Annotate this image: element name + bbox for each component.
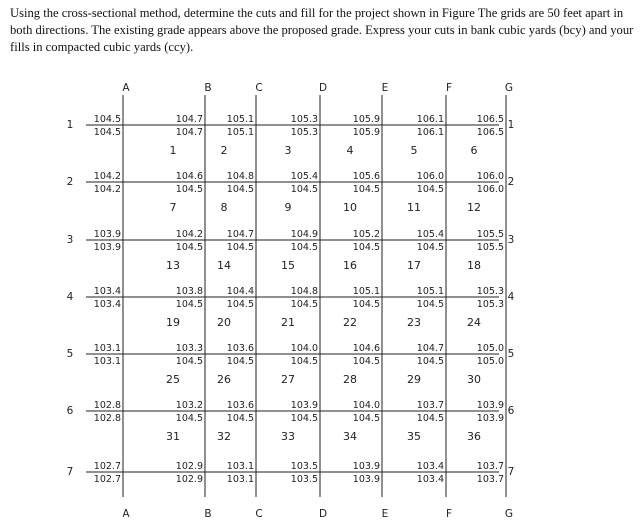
existing-elevation: 106.5 bbox=[476, 114, 504, 125]
existing-elevation: 105.1 bbox=[416, 286, 444, 297]
proposed-elevation: 104.5 bbox=[352, 184, 380, 195]
proposed-elevation: 102.8 bbox=[93, 413, 121, 424]
proposed-elevation: 103.5 bbox=[290, 474, 318, 485]
proposed-elevation: 103.9 bbox=[476, 413, 504, 424]
cell-number: 15 bbox=[281, 259, 295, 272]
existing-elevation: 103.3 bbox=[175, 343, 203, 354]
proposed-elevation: 104.5 bbox=[175, 413, 203, 424]
existing-elevation: 103.7 bbox=[476, 461, 504, 472]
existing-elevation: 105.4 bbox=[416, 229, 444, 240]
existing-elevation: 105.6 bbox=[352, 171, 380, 182]
proposed-elevation: 104.5 bbox=[416, 184, 444, 195]
row-label-right-2: 2 bbox=[507, 176, 515, 188]
existing-elevation: 104.0 bbox=[290, 343, 318, 354]
column-label-top-G: G bbox=[504, 82, 514, 94]
row-label-left-3: 3 bbox=[66, 234, 74, 246]
cell-number: 23 bbox=[407, 316, 421, 329]
cell-number: 31 bbox=[166, 430, 180, 443]
cell-number: 11 bbox=[407, 201, 421, 214]
existing-elevation: 105.1 bbox=[352, 286, 380, 297]
column-label-bottom-G: G bbox=[504, 508, 514, 520]
cell-number: 8 bbox=[220, 201, 228, 214]
cell-number: 25 bbox=[166, 373, 180, 386]
existing-elevation: 104.5 bbox=[93, 114, 121, 125]
proposed-elevation: 104.5 bbox=[352, 242, 380, 253]
column-label-bottom-C: C bbox=[255, 508, 263, 520]
proposed-elevation: 106.1 bbox=[416, 127, 444, 138]
cell-number: 7 bbox=[169, 201, 177, 214]
proposed-elevation: 104.5 bbox=[175, 356, 203, 367]
proposed-elevation: 104.5 bbox=[290, 413, 318, 424]
proposed-elevation: 104.5 bbox=[416, 299, 444, 310]
proposed-elevation: 104.5 bbox=[416, 242, 444, 253]
existing-elevation: 103.1 bbox=[93, 343, 121, 354]
row-label-right-3: 3 bbox=[507, 234, 515, 246]
proposed-elevation: 104.5 bbox=[290, 356, 318, 367]
proposed-elevation: 104.5 bbox=[226, 413, 254, 424]
row-label-right-5: 5 bbox=[507, 348, 515, 360]
existing-elevation: 102.9 bbox=[175, 461, 203, 472]
proposed-elevation: 105.3 bbox=[476, 299, 504, 310]
row-label-left-1: 1 bbox=[66, 119, 74, 131]
column-label-top-F: F bbox=[445, 82, 453, 94]
proposed-elevation: 105.9 bbox=[352, 127, 380, 138]
existing-elevation: 105.3 bbox=[476, 286, 504, 297]
cell-number: 2 bbox=[220, 144, 228, 157]
proposed-elevation: 103.1 bbox=[226, 474, 254, 485]
existing-elevation: 106.1 bbox=[416, 114, 444, 125]
row-label-left-5: 5 bbox=[66, 348, 74, 360]
row-label-right-6: 6 bbox=[507, 405, 515, 417]
existing-elevation: 104.6 bbox=[352, 343, 380, 354]
existing-elevation: 105.2 bbox=[352, 229, 380, 240]
cell-number: 16 bbox=[343, 259, 357, 272]
cell-number: 35 bbox=[407, 430, 421, 443]
existing-elevation: 103.6 bbox=[226, 343, 254, 354]
cell-number: 32 bbox=[217, 430, 231, 443]
existing-elevation: 104.7 bbox=[226, 229, 254, 240]
existing-elevation: 104.2 bbox=[93, 171, 121, 182]
cell-number: 24 bbox=[467, 316, 481, 329]
cell-number: 30 bbox=[467, 373, 481, 386]
cell-number: 6 bbox=[470, 144, 478, 157]
cell-number: 4 bbox=[346, 144, 354, 157]
proposed-elevation: 103.9 bbox=[93, 242, 121, 253]
existing-elevation: 104.4 bbox=[226, 286, 254, 297]
existing-elevation: 103.9 bbox=[352, 461, 380, 472]
existing-elevation: 103.6 bbox=[226, 400, 254, 411]
cell-number: 9 bbox=[284, 201, 292, 214]
row-label-left-7: 7 bbox=[66, 466, 74, 478]
existing-elevation: 106.0 bbox=[476, 171, 504, 182]
row-label-left-4: 4 bbox=[66, 291, 74, 303]
existing-elevation: 103.4 bbox=[416, 461, 444, 472]
proposed-elevation: 105.1 bbox=[226, 127, 254, 138]
row-label-left-6: 6 bbox=[66, 405, 74, 417]
column-label-bottom-B: B bbox=[204, 508, 212, 520]
existing-elevation: 103.4 bbox=[93, 286, 121, 297]
existing-elevation: 105.4 bbox=[290, 171, 318, 182]
existing-elevation: 103.5 bbox=[290, 461, 318, 472]
proposed-elevation: 102.9 bbox=[175, 474, 203, 485]
proposed-elevation: 104.5 bbox=[352, 413, 380, 424]
existing-elevation: 104.0 bbox=[352, 400, 380, 411]
cell-number: 10 bbox=[343, 201, 357, 214]
cell-number: 18 bbox=[467, 259, 481, 272]
existing-elevation: 105.9 bbox=[352, 114, 380, 125]
existing-elevation: 104.7 bbox=[175, 114, 203, 125]
proposed-elevation: 104.5 bbox=[416, 413, 444, 424]
row-label-right-4: 4 bbox=[507, 291, 515, 303]
column-label-top-D: D bbox=[318, 82, 328, 94]
proposed-elevation: 104.5 bbox=[290, 184, 318, 195]
cell-number: 1 bbox=[169, 144, 177, 157]
column-label-bottom-A: A bbox=[122, 508, 130, 520]
proposed-elevation: 103.4 bbox=[93, 299, 121, 310]
proposed-elevation: 104.5 bbox=[226, 299, 254, 310]
cell-number: 5 bbox=[410, 144, 418, 157]
column-label-bottom-E: E bbox=[381, 508, 389, 520]
cell-number: 21 bbox=[281, 316, 295, 329]
proposed-elevation: 104.5 bbox=[226, 242, 254, 253]
proposed-elevation: 104.5 bbox=[352, 356, 380, 367]
column-label-top-A: A bbox=[122, 82, 130, 94]
existing-elevation: 103.2 bbox=[175, 400, 203, 411]
cell-number: 36 bbox=[467, 430, 481, 443]
existing-elevation: 104.2 bbox=[175, 229, 203, 240]
proposed-elevation: 104.5 bbox=[416, 356, 444, 367]
existing-elevation: 103.9 bbox=[476, 400, 504, 411]
cell-number: 12 bbox=[467, 201, 481, 214]
column-label-top-B: B bbox=[204, 82, 212, 94]
existing-elevation: 105.3 bbox=[290, 114, 318, 125]
proposed-elevation: 106.5 bbox=[476, 127, 504, 138]
row-label-left-2: 2 bbox=[66, 176, 74, 188]
proposed-elevation: 102.7 bbox=[93, 474, 121, 485]
problem-statement: Using the cross-sectional method, determine the cuts and fill for the project shown in Figure The grids are 50 feet apart in both directions. The existing grade appears above the proposed grade. Express your cuts in bank cubic yards (bcy) and your fills in compacted cubic yards (ccy). bbox=[10, 6, 634, 54]
cell-number: 29 bbox=[407, 373, 421, 386]
column-label-bottom-D: D bbox=[318, 508, 328, 520]
cell-number: 13 bbox=[166, 259, 180, 272]
proposed-elevation: 104.5 bbox=[226, 184, 254, 195]
proposed-elevation: 106.0 bbox=[476, 184, 504, 195]
cell-number: 17 bbox=[407, 259, 421, 272]
cell-number: 26 bbox=[217, 373, 231, 386]
existing-elevation: 103.1 bbox=[226, 461, 254, 472]
proposed-elevation: 105.5 bbox=[476, 242, 504, 253]
cell-number: 3 bbox=[284, 144, 292, 157]
existing-elevation: 103.9 bbox=[290, 400, 318, 411]
proposed-elevation: 104.5 bbox=[175, 299, 203, 310]
proposed-elevation: 104.7 bbox=[175, 127, 203, 138]
existing-elevation: 104.8 bbox=[226, 171, 254, 182]
proposed-elevation: 103.4 bbox=[416, 474, 444, 485]
existing-elevation: 106.0 bbox=[416, 171, 444, 182]
proposed-elevation: 104.5 bbox=[175, 242, 203, 253]
existing-elevation: 104.6 bbox=[175, 171, 203, 182]
cell-number: 20 bbox=[217, 316, 231, 329]
proposed-elevation: 104.5 bbox=[290, 299, 318, 310]
cell-number: 27 bbox=[281, 373, 295, 386]
existing-elevation: 103.8 bbox=[175, 286, 203, 297]
proposed-elevation: 104.5 bbox=[290, 242, 318, 253]
existing-elevation: 105.5 bbox=[476, 229, 504, 240]
existing-elevation: 102.8 bbox=[93, 400, 121, 411]
existing-elevation: 105.0 bbox=[476, 343, 504, 354]
column-label-bottom-F: F bbox=[445, 508, 453, 520]
existing-elevation: 103.9 bbox=[93, 229, 121, 240]
existing-elevation: 104.9 bbox=[290, 229, 318, 240]
existing-elevation: 105.1 bbox=[226, 114, 254, 125]
row-label-right-1: 1 bbox=[507, 119, 515, 131]
proposed-elevation: 103.7 bbox=[476, 474, 504, 485]
row-label-right-7: 7 bbox=[507, 466, 515, 478]
proposed-elevation: 104.5 bbox=[226, 356, 254, 367]
cell-number: 14 bbox=[217, 259, 231, 272]
cell-number: 33 bbox=[281, 430, 295, 443]
existing-elevation: 103.7 bbox=[416, 400, 444, 411]
proposed-elevation: 105.0 bbox=[476, 356, 504, 367]
existing-elevation: 102.7 bbox=[93, 461, 121, 472]
proposed-elevation: 104.2 bbox=[93, 184, 121, 195]
column-label-top-E: E bbox=[381, 82, 389, 94]
proposed-elevation: 103.1 bbox=[93, 356, 121, 367]
cell-number: 34 bbox=[343, 430, 357, 443]
existing-elevation: 104.7 bbox=[416, 343, 444, 354]
proposed-elevation: 104.5 bbox=[93, 127, 121, 138]
proposed-elevation: 104.5 bbox=[352, 299, 380, 310]
proposed-elevation: 103.9 bbox=[352, 474, 380, 485]
proposed-elevation: 104.5 bbox=[175, 184, 203, 195]
cell-number: 28 bbox=[343, 373, 357, 386]
existing-elevation: 104.8 bbox=[290, 286, 318, 297]
cell-number: 22 bbox=[343, 316, 357, 329]
column-label-top-C: C bbox=[255, 82, 263, 94]
proposed-elevation: 105.3 bbox=[290, 127, 318, 138]
cell-number: 19 bbox=[166, 316, 180, 329]
